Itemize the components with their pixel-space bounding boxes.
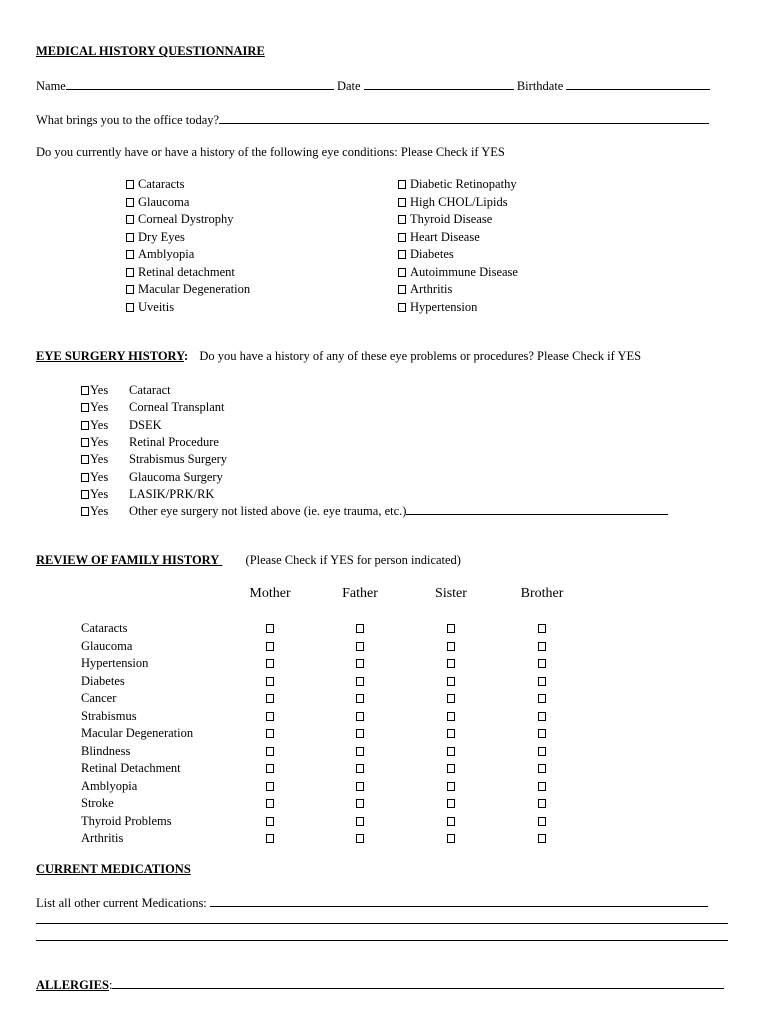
family-column-header: Sister [435, 586, 467, 601]
family-condition-label: Cancer [81, 691, 117, 705]
eye-condition-item [126, 194, 189, 212]
eye-condition-item [398, 194, 508, 212]
checkbox[interactable] [126, 233, 134, 242]
eye-condition-item [126, 264, 235, 282]
family-checkbox[interactable] [538, 817, 546, 826]
medications-field-2[interactable] [36, 912, 728, 924]
family-checkbox[interactable] [266, 747, 274, 756]
family-condition-label: Thyroid Problems [81, 813, 172, 828]
date-field[interactable] [364, 78, 514, 90]
family-checkbox[interactable] [447, 799, 455, 808]
allergies-heading: ALLERGIES [36, 978, 109, 992]
yes-label: Yes [90, 486, 109, 501]
medications-row-3 [36, 929, 728, 945]
eye-surgery-item [81, 486, 214, 503]
yes-label: Yes [90, 469, 109, 484]
eye-surgery-label: Cataract [129, 383, 171, 397]
yes-label: Yes [90, 504, 109, 519]
eye-condition-label: Thyroid Disease [410, 212, 493, 226]
yes-label: Yes [90, 452, 109, 467]
family-checkbox[interactable] [266, 817, 274, 826]
family-checkbox[interactable] [356, 834, 364, 843]
family-checkbox[interactable] [266, 799, 274, 808]
family-checkbox[interactable] [447, 834, 455, 843]
family-checkbox[interactable] [538, 729, 546, 738]
eye-surgery-item [81, 469, 223, 486]
yes-label: Yes [90, 383, 109, 397]
family-condition-label: Arthritis [81, 831, 124, 845]
medications-heading: CURRENT MEDICATIONS [36, 862, 191, 876]
family-checkbox[interactable] [447, 729, 455, 738]
yes-label: Yes [90, 417, 109, 432]
family-checkbox[interactable] [266, 677, 274, 686]
family-condition-label: Stroke [81, 796, 114, 810]
family-checkbox[interactable] [356, 712, 364, 721]
checkbox[interactable] [398, 285, 406, 294]
eye-condition-item [398, 229, 480, 247]
checkbox[interactable] [81, 455, 89, 464]
family-checkbox[interactable] [356, 694, 364, 703]
checkbox[interactable] [398, 180, 406, 189]
name-label: Name [36, 79, 66, 93]
family-checkbox[interactable] [266, 642, 274, 651]
name-field[interactable] [66, 78, 334, 90]
allergies-row [36, 977, 724, 993]
family-checkbox[interactable] [266, 624, 274, 633]
checkbox[interactable] [81, 473, 89, 482]
visit-reason-field[interactable] [219, 112, 709, 124]
eye-condition-label: Diabetes [410, 247, 454, 261]
visit-reason-row [36, 112, 709, 128]
eye-condition-item [398, 281, 452, 299]
eye-condition-label: Arthritis [410, 282, 453, 296]
checkbox[interactable] [126, 215, 134, 224]
eye-condition-label: Macular Degeneration [138, 282, 251, 296]
eye-condition-label: Glaucoma [138, 194, 190, 209]
yes-label: Yes [90, 400, 109, 415]
medications-row-2 [36, 912, 728, 928]
medications-field-1[interactable] [210, 895, 708, 907]
birthdate-label: Birthdate [516, 79, 564, 93]
yes-option[interactable] [81, 486, 129, 503]
visit-reason-label: What brings you to the office today? [36, 113, 220, 127]
family-checkbox[interactable] [538, 677, 546, 686]
family-checkbox[interactable] [447, 659, 455, 668]
family-checkbox[interactable] [356, 817, 364, 826]
eye-surgery-label: Retinal Procedure [129, 434, 219, 449]
eye-condition-item [398, 299, 477, 317]
family-checkbox[interactable] [447, 712, 455, 721]
eye-condition-label: Diabetic Retinopathy [410, 177, 517, 191]
yes-option[interactable] [81, 399, 129, 416]
checkbox[interactable] [126, 268, 134, 277]
eye-condition-label: Corneal Dystrophy [138, 212, 234, 226]
yes-option[interactable] [81, 469, 129, 486]
eye-condition-item [398, 246, 454, 264]
family-checkbox[interactable] [538, 694, 546, 703]
other-surgery-field[interactable] [406, 503, 668, 515]
family-checkbox[interactable] [447, 642, 455, 651]
family-column-header: Brother [520, 586, 564, 601]
eye-condition-item [126, 229, 185, 247]
family-history-header [36, 553, 461, 568]
family-checkbox[interactable] [266, 659, 274, 668]
family-condition-label: Blindness [81, 743, 131, 758]
family-condition-label: Macular Degeneration [81, 726, 194, 740]
family-checkbox[interactable] [356, 782, 364, 791]
family-checkbox[interactable] [266, 834, 274, 843]
family-history-heading: REVIEW OF FAMILY HISTORY [36, 553, 220, 567]
allergies-colon: : [108, 978, 113, 992]
checkbox[interactable] [81, 421, 89, 430]
eye-surgery-label: Glaucoma Surgery [129, 469, 223, 484]
checkbox[interactable] [126, 198, 134, 207]
family-checkbox[interactable] [538, 659, 546, 668]
family-checkbox[interactable] [266, 712, 274, 721]
family-checkbox[interactable] [538, 782, 546, 791]
eye-condition-label: High CHOL/Lipids [410, 194, 508, 209]
yes-label: Yes [90, 434, 109, 449]
family-condition-label: Hypertension [81, 656, 149, 670]
yes-option[interactable] [81, 451, 129, 468]
birthdate-field[interactable] [566, 78, 710, 90]
checkbox[interactable] [126, 250, 134, 259]
eye-condition-label: Cataracts [138, 177, 185, 191]
family-condition-label: Amblyopia [81, 778, 138, 793]
family-checkbox[interactable] [266, 764, 274, 773]
eye-surgery-label: Other eye surgery not listed above (ie. eye trauma, etc.) [129, 504, 407, 519]
family-checkbox[interactable] [447, 782, 455, 791]
family-checkbox[interactable] [538, 624, 546, 633]
eye-condition-label: Uveitis [138, 299, 175, 314]
eye-condition-label: Amblyopia [138, 247, 195, 261]
family-condition-label: Strabismus [81, 708, 137, 723]
eye-condition-item [126, 299, 174, 317]
checkbox[interactable] [398, 198, 406, 207]
eye-conditions-prompt: Do you currently have or have a history of the following eye conditions: Please Check if YES [36, 145, 505, 159]
family-checkbox[interactable] [447, 747, 455, 756]
family-condition-label: Cataracts [81, 621, 128, 635]
family-checkbox[interactable] [266, 694, 274, 703]
checkbox[interactable] [126, 303, 134, 312]
eye-condition-label: Heart Disease [410, 229, 480, 244]
header-row [36, 78, 710, 94]
eye-surgery-item [81, 382, 171, 399]
yes-option[interactable] [81, 503, 129, 520]
medications-label: List all other current Medications: [36, 896, 207, 910]
family-checkbox[interactable] [447, 624, 455, 633]
eye-surgery-item [81, 417, 162, 434]
family-history-prompt: (Please Check if YES for person indicated) [245, 553, 461, 567]
family-checkbox[interactable] [447, 694, 455, 703]
eye-surgery-item [81, 451, 227, 468]
family-condition-label: Glaucoma [81, 638, 133, 653]
date-label: Date [336, 79, 361, 93]
eye-surgery-item [81, 399, 224, 416]
checkbox[interactable] [398, 215, 406, 224]
eye-surgery-item [81, 434, 219, 451]
eye-condition-item [126, 281, 250, 299]
eye-condition-item [126, 211, 233, 229]
family-column-header: Mother [249, 586, 291, 601]
eye-surgery-label: Corneal Transplant [129, 400, 225, 415]
checkbox[interactable] [81, 386, 89, 395]
eye-condition-label: Autoimmune Disease [410, 264, 518, 279]
eye-condition-item [398, 211, 492, 229]
eye-condition-label: Dry Eyes [138, 229, 185, 244]
eye-surgery-label: DSEK [129, 417, 162, 432]
eye-condition-item [126, 176, 185, 194]
family-condition-label: Diabetes [81, 673, 125, 688]
family-checkbox[interactable] [356, 764, 364, 773]
family-condition-label: Retinal Detachment [81, 761, 181, 775]
checkbox[interactable] [398, 233, 406, 242]
checkbox[interactable] [81, 438, 89, 447]
checkbox[interactable] [81, 490, 89, 499]
family-checkbox[interactable] [356, 799, 364, 808]
eye-condition-item [398, 176, 517, 194]
checkbox[interactable] [398, 303, 406, 312]
checkbox[interactable] [398, 268, 406, 277]
family-checkbox[interactable] [447, 817, 455, 826]
family-checkbox[interactable] [266, 782, 274, 791]
eye-surgery-colon: : [184, 349, 189, 363]
eye-condition-label: Hypertension [410, 299, 478, 314]
family-checkbox[interactable] [538, 712, 546, 721]
checkbox[interactable] [126, 180, 134, 189]
eye-surgery-label: LASIK/PRK/RK [129, 486, 215, 501]
checkbox[interactable] [81, 507, 89, 516]
eye-surgery-label: Strabismus Surgery [129, 452, 228, 467]
eye-condition-label: Retinal detachment [138, 264, 235, 279]
checkbox[interactable] [398, 250, 406, 259]
family-column-header: Father [342, 586, 378, 601]
family-checkbox[interactable] [356, 624, 364, 633]
family-checkbox[interactable] [356, 642, 364, 651]
checkbox[interactable] [126, 285, 134, 294]
eye-condition-item [126, 246, 194, 264]
family-checkbox[interactable] [356, 729, 364, 738]
form-title: MEDICAL HISTORY QUESTIONNAIRE [36, 44, 265, 58]
allergies-field[interactable] [112, 977, 724, 989]
yes-option[interactable] [81, 417, 129, 434]
family-checkbox[interactable] [447, 677, 455, 686]
eye-condition-item [398, 264, 518, 282]
family-checkbox[interactable] [538, 799, 546, 808]
yes-option[interactable] [81, 434, 129, 451]
checkbox[interactable] [81, 403, 89, 412]
medications-field-3[interactable] [36, 929, 728, 941]
eye-surgery-header [36, 349, 641, 364]
family-checkbox[interactable] [356, 659, 364, 668]
family-checkbox[interactable] [538, 642, 546, 651]
family-checkbox[interactable] [447, 764, 455, 773]
eye-surgery-heading: EYE SURGERY HISTORY [36, 349, 185, 363]
family-checkbox[interactable] [356, 677, 364, 686]
family-checkbox[interactable] [538, 764, 546, 773]
family-checkbox[interactable] [356, 747, 364, 756]
family-checkbox[interactable] [538, 747, 546, 756]
eye-surgery-item [81, 503, 668, 520]
family-checkbox[interactable] [538, 834, 546, 843]
family-checkbox[interactable] [266, 729, 274, 738]
yes-option[interactable] [81, 382, 129, 399]
medications-row [36, 895, 708, 911]
eye-surgery-prompt: Do you have a history of any of these eye problems or procedures? Please Check if YES [199, 349, 642, 363]
